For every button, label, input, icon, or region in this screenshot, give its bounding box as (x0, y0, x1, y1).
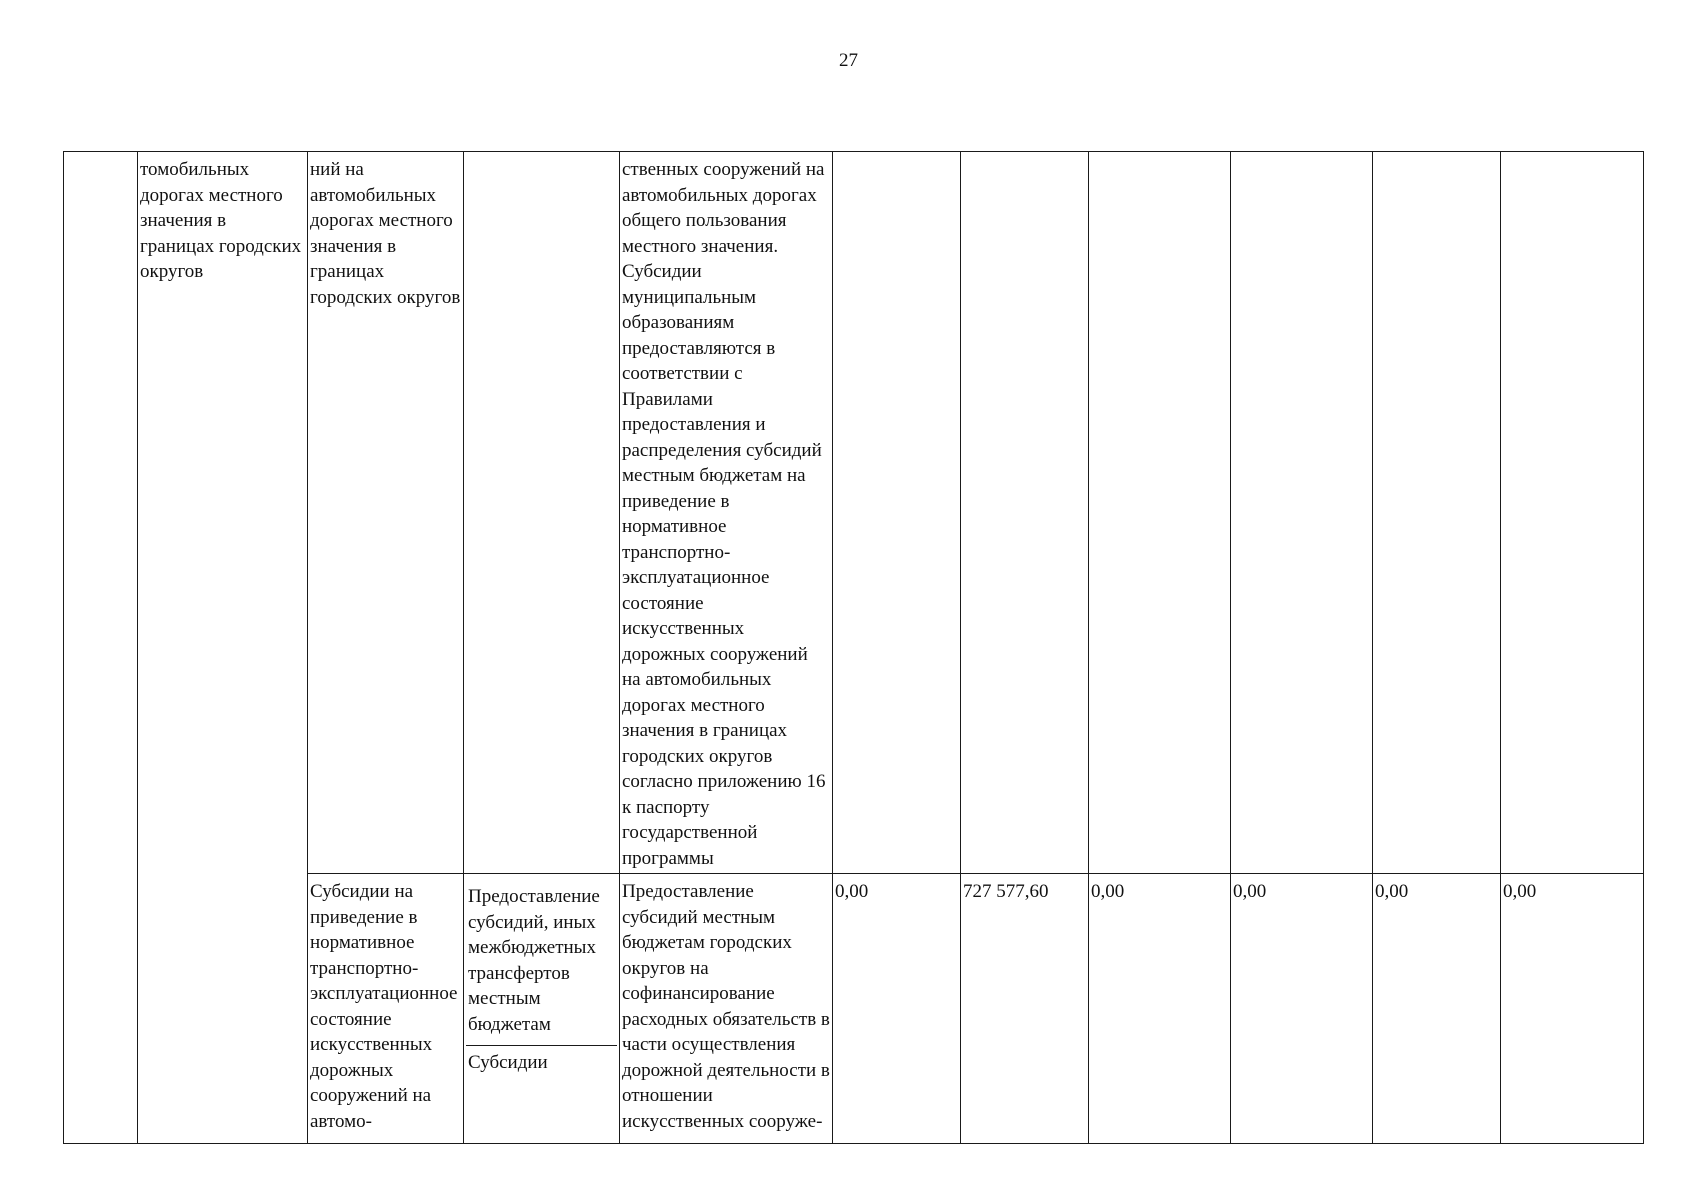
value-cell (1501, 152, 1644, 874)
expense-type-main: Предоставление субсидий, иных межбюджетных трансфертов местным бюджетам (466, 884, 617, 1046)
budget-table (63, 151, 1644, 1144)
measure-cell: Субсидии на приведение в нормативное транспортно-эксплуатационное состояние искусственных дорожных сооружений на автомо- (308, 874, 464, 1144)
activity-name-cell: томобильных дорогах местного значения в границах городских округов (138, 152, 308, 1144)
table-row (64, 152, 1644, 874)
value-cell: 0,00 (833, 874, 961, 1144)
expense-type-sub: Субсидии (468, 1052, 548, 1073)
expense-type-cell (464, 152, 620, 874)
description-cell: Предоставление субсидий местным бюджетам городских округов на софинансирование расходных обязательств в части осуществления дорожной деятельности в отношении искусственных сооруже- (620, 874, 833, 1144)
number-cell (64, 152, 138, 1144)
value-cell (1089, 152, 1231, 874)
page-number: 27 (839, 50, 858, 71)
value-cell: 0,00 (1501, 874, 1644, 1144)
measure-cell: ний на автомобильных дорогах местного значения в границах городских округов (308, 152, 464, 874)
value-cell: 0,00 (1373, 874, 1501, 1144)
value-cell: 0,00 (1089, 874, 1231, 1144)
expense-type-cell (464, 874, 620, 1144)
value-cell (961, 152, 1089, 874)
value-cell (1231, 152, 1373, 874)
value-cell: 0,00 (1231, 874, 1373, 1144)
description-cell: ственных сооружений на автомобильных дорогах общего пользования местного значения. Субсидии муниципальным образованиям предоставляются в соответствии с Правилами предоставления и распределения субсидий местным бюджетам на приведение в нормативное транспортно-эксплуатационное состояние искусственных дорожных сооружений на автомобильных дорогах местного значения в границах городских округов согласно приложению 16 к паспорту государственной программы (620, 152, 833, 874)
value-cell (1373, 152, 1501, 874)
value-cell (833, 152, 961, 874)
value-cell: 727 577,60 (961, 874, 1089, 1144)
